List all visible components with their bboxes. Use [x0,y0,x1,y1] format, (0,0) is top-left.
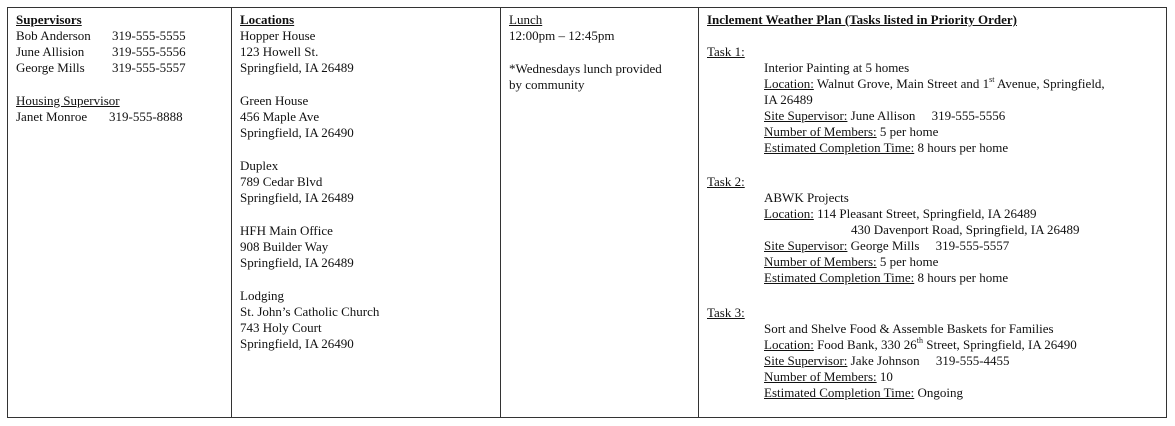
task-location-continued: IA 26489 [764,92,813,107]
location-city: Springfield, IA 26489 [240,255,354,270]
task-location [764,206,1037,222]
supervisor-phone: 319-555-5556 [112,44,186,59]
location-street: 743 Holy Court [240,320,322,335]
completion-text: 8 hours per home [914,270,1009,285]
supervisors-column [8,8,232,417]
completion-label: Estimated Completion Time: [764,140,915,155]
task-label: Task 1: [707,44,745,59]
task-label: Task 3: [707,305,745,320]
task-completion [764,270,1008,286]
location-name: Hopper House [240,28,316,43]
supervisor-name: June Allision [16,44,85,59]
members-text: 5 per home [876,124,939,139]
members-text: 5 per home [876,254,939,269]
location-name: HFH Main Office [240,223,333,238]
location-street: 456 Maple Ave [240,109,320,124]
task-supervisor [764,108,1005,124]
ordinal-suffix: th [916,335,923,345]
members-label: Number of Members: [764,254,877,269]
task-supervisor [764,353,1010,369]
location-name: Duplex [240,158,279,173]
location-street: 123 Howell St. [240,44,319,59]
location-text: Walnut Grove, Main Street and 1 [813,76,990,91]
location-city: Springfield, IA 26489 [240,190,354,205]
task-location [764,76,1105,92]
location-text: Food Bank, 330 26 [813,337,917,352]
task-completion [764,385,963,401]
members-text: 10 [876,369,893,384]
location-name: Green House [240,93,309,108]
location-city: Springfield, IA 26490 [240,336,354,351]
locations-column [232,8,501,417]
supervisor-text: June Allison 319-555-5556 [847,108,1006,123]
task-members [764,369,893,385]
task-title: Interior Painting at 5 homes [764,60,910,75]
housing-supervisor-name: Janet Monroe [16,109,88,124]
supervisor-label: Site Supervisor: [764,353,848,368]
supervisor-text: George Mills 319-555-5557 [847,238,1010,253]
location-label: Location: [764,337,814,352]
weather-plan-heading: Inclement Weather Plan (Tasks listed in Priority Order) [707,12,1017,27]
location-label: Location: [764,76,814,91]
location-name: Lodging [240,288,285,303]
task-title: Sort and Shelve Food & Assemble Baskets for Families [764,321,1054,336]
task-members [764,254,938,270]
housing-supervisor-phone: 319-555-8888 [109,109,183,124]
location-city: Springfield, IA 26490 [240,125,354,140]
locations-heading: Locations [240,12,295,27]
location-text: Street, Springfield, IA 26490 [922,337,1077,352]
task-location [764,337,1077,353]
task-members [764,124,938,140]
supervisor-label: Site Supervisor: [764,108,848,123]
supervisor-label: Site Supervisor: [764,238,848,253]
task-supervisor [764,238,1009,254]
weather-plan-column [699,8,1166,417]
location-label: Location: [764,206,814,221]
location-street: 908 Builder Way [240,239,329,254]
ordinal-suffix: st [989,74,995,84]
completion-text: 8 hours per home [914,140,1009,155]
supervisor-name: Bob Anderson [16,28,91,43]
supervisor-name: George Mills [16,60,85,75]
lunch-note: *Wednesdays lunch provided [509,61,662,76]
location-text: Avenue, Springfield, [994,76,1105,91]
location-street: 789 Cedar Blvd [240,174,323,189]
location-city: Springfield, IA 26489 [240,60,354,75]
lunch-time: 12:00pm – 12:45pm [509,28,615,43]
members-label: Number of Members: [764,124,877,139]
completion-label: Estimated Completion Time: [764,385,915,400]
completion-text: Ongoing [914,385,963,400]
supervisor-text: Jake Johnson 319-555-4455 [847,353,1010,368]
supervisors-heading: Supervisors [16,12,82,27]
location-venue: St. John’s Catholic Church [240,304,380,319]
task-location-continued: 430 Davenport Road, Springfield, IA 26489 [851,222,1080,237]
location-text: 114 Pleasant Street, Springfield, IA 26489 [813,206,1037,221]
schedule-table [7,7,1167,418]
task-title: ABWK Projects [764,190,849,205]
completion-label: Estimated Completion Time: [764,270,915,285]
lunch-column [501,8,699,417]
supervisor-phone: 319-555-5555 [112,28,186,43]
supervisor-phone: 319-555-5557 [112,60,186,75]
lunch-note-continued: by community [509,77,585,92]
housing-supervisor-heading: Housing Supervisor [16,93,120,108]
members-label: Number of Members: [764,369,877,384]
lunch-heading: Lunch [509,12,543,27]
task-completion [764,140,1008,156]
task-label: Task 2: [707,174,745,189]
